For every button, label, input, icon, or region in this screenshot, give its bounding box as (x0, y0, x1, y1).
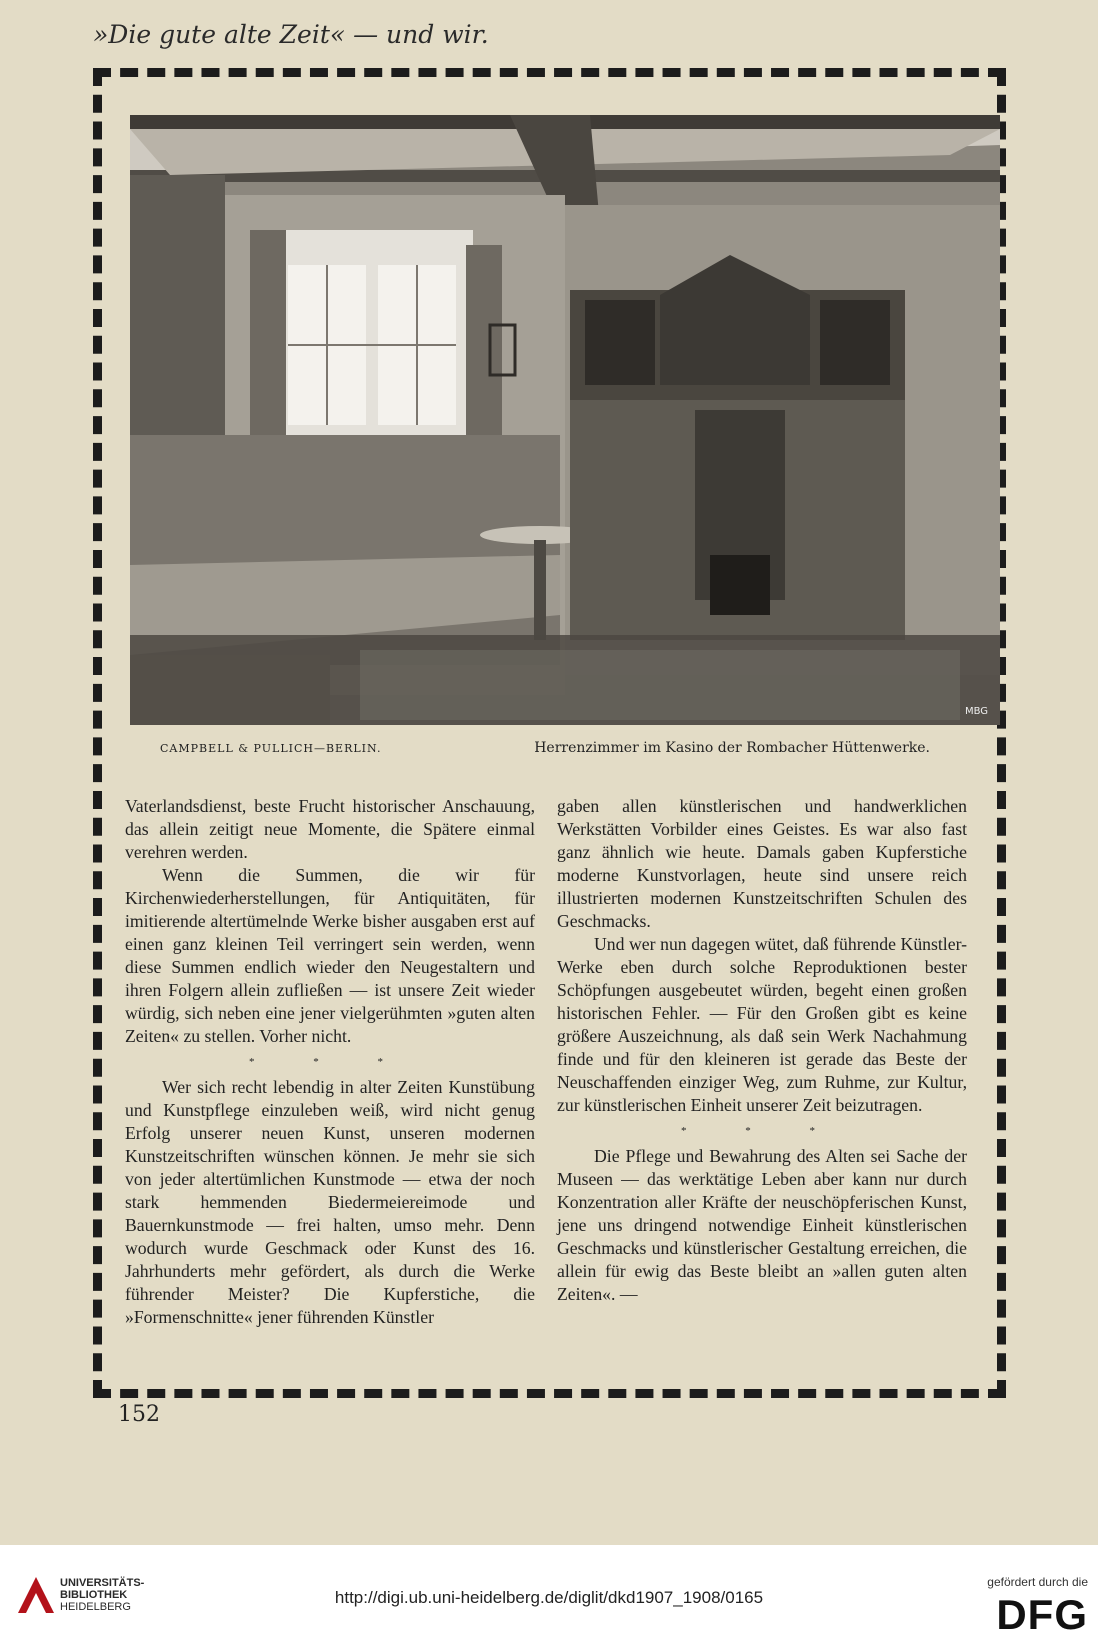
left-text-column (125, 795, 535, 1329)
body-paragraph: Und wer nun dagegen wütet, daß führende Künstler-Werke eben durch solche Reproduktionen bester Schöpfungen ausgebeutet würden, begeht einen großen historischen Fehler. — Für den Großen gibt es keine größere Auszeichnung, als daß sein Werk Nachahmung finde und für den kleineren ist gerade das Beste der Neuschaffenden einziger Weg, zum Ruhme, zur Kultur, zur künstlerischen Einheit unserer Zeit beizutragen. (557, 934, 967, 1115)
sponsor-label: gefördert durch die (987, 1575, 1088, 1589)
body-paragraph: gaben allen künstlerischen und handwerklichen Werkstätten Vorbilder eines Geistes. Es war also fast ganz ähnlich wie heute. Damals gaben Kupferstiche moderne Kunstvorlagen, heute sind unsere reich illustrierten modernen Kunstzeitschriften Schulen des Geschmacks. (557, 796, 967, 931)
right-text-column (557, 795, 967, 1306)
page-number: 152 (118, 1402, 160, 1427)
interior-photo (130, 115, 1000, 725)
body-paragraph: Wer sich recht lebendig in alter Zeiten Kunstübung und Kunstpflege einzuleben weiß, wird nicht genug Erfolg unserer neuen Kunst, unseren modernen Kunstzeitschriften wünschen können. Je mehr sie sich von jeder altertümlichen Kunstmode — etwa der noch stark hemmenden Biedermeiereimode und Bauernkunstmode — frei halten, umso mehr. Denn wodurch wurde Geschmack oder Kunst des 16. Jahrhunderts mehr gefördert, als durch die Werke führender Meister? Die Kupferstiche, die »Formenschnitte« jener führenden Künstler (125, 1077, 535, 1327)
library-name: UNIVERSITÄTS- BIBLIOTHEK HEIDELBERG (60, 1577, 145, 1613)
dfg-logo: DFG (996, 1591, 1088, 1638)
photo-caption: Herrenzimmer im Kasino der Rombacher Hüttenwerke. (534, 740, 930, 756)
section-divider-stars: * * * (249, 1056, 411, 1068)
running-head: »Die gute alte Zeit« — und wir. (93, 20, 489, 49)
body-paragraph: Wenn die Summen, die wir für Kirchenwiederherstellungen, für Antiquitäten, für imitierende altertümelnde Werke bisher ausgaben erst auf einen ganz kleinen Teil verringert sein werden, wenn diese Summen endlich wieder den Neugestaltern und ihren Folgern allein zufließen — ist unsere Zeit wieder würdig, sich neben eine jener vielgerühmten »guten alten Zeiten« zu stellen. Vorher nicht. (125, 865, 535, 1046)
body-paragraph: Vaterlandsdienst, beste Frucht historischer Anschauung, das allein zeitigt neue Momente, die Spätere einmal verehren werden. (125, 796, 535, 862)
photo-credit: CAMPBELL & PULLICH—BERLIN. (160, 742, 382, 755)
photographer-monogram: MBG (964, 706, 988, 717)
herrenzimmer-photo-illustration (130, 115, 1000, 725)
section-divider-stars: * * * (681, 1125, 843, 1137)
permalink-url[interactable]: http://digi.ub.uni-heidelberg.de/diglit/dkd1907_1908/0165 (334, 1588, 764, 1607)
body-paragraph: Die Pflege und Bewahrung des Alten sei Sache der Museen — das werktätige Leben aber kann nur durch Konzentration aller Kräfte der neuschöpferischen Kunst, jene uns dringend notwendige Einheit künstlerischen Geschmacks und künstlerischer Gestaltung erreichen, die allein für ewig das Beste bleibt an »allen guten alten Zeiten«. — (557, 1146, 967, 1304)
digitization-footer (0, 1545, 1098, 1640)
